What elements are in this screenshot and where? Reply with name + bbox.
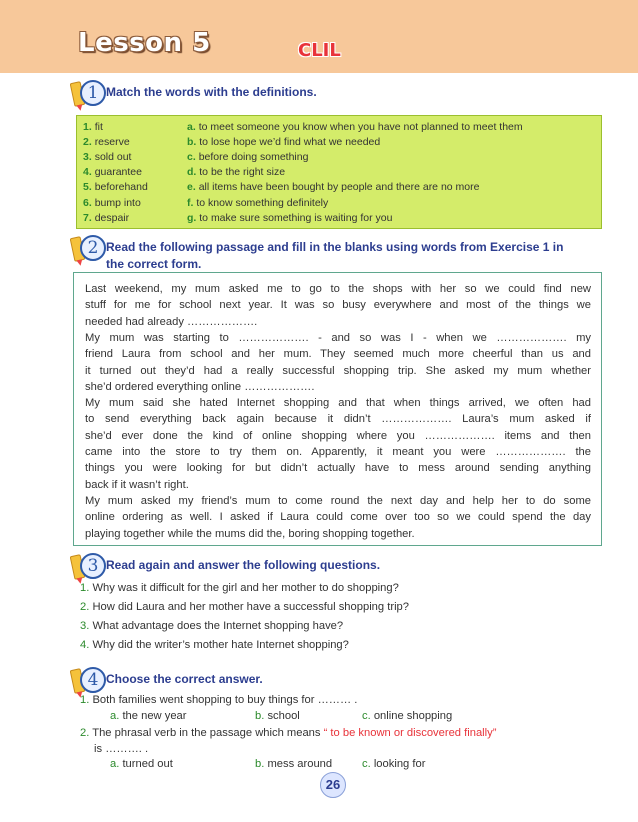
mcq-option[interactable]: a. turned out — [110, 758, 173, 770]
match-definition: g. to make sure something is waiting for you — [187, 211, 393, 224]
lesson-header — [0, 0, 638, 73]
passage-line: playing together while the mums did the, boring shopping together. — [85, 527, 415, 540]
pencil-number-icon: 3 — [70, 553, 106, 581]
pencil-number-icon: 1 — [70, 80, 106, 108]
passage-line: to send everything back again because it didn’t ………………. Laura’s mum asked if — [85, 413, 591, 426]
match-definition: c. before doing something — [187, 151, 309, 164]
exercise-3-heading — [70, 553, 380, 581]
passage-line: My mum asked my friend’s mum to come round the next day and help her to do some — [85, 494, 591, 507]
passage-line: stuff for me for school next year. It was so busy everywhere and most of the things we — [85, 299, 591, 312]
passage-line: she’d ordered everything online ………………. — [85, 380, 315, 393]
match-definition: a. to meet someone you know when you have not planned to meet them — [187, 121, 523, 133]
exercise-4-heading — [70, 667, 263, 695]
pencil-number-icon: 2 — [70, 235, 106, 263]
exercise-1-instruction: Match the words with the definitions. — [106, 85, 317, 99]
passage-line: My mum was starting to ………………. - and so was I - when we ………………. my — [85, 331, 591, 344]
mcq-option[interactable]: b. mess around — [255, 758, 333, 770]
passage-line: online ordering as well. I asked if Laura could come over too so we could spend the day — [85, 511, 591, 524]
exercise-2-heading — [70, 235, 563, 273]
passage-line: back if it wasn’t right. — [85, 478, 189, 491]
mcq-question-2: 2. The phrasal verb in the passage which means “ to be known or discovered finally” — [80, 727, 497, 739]
passage-line: needed had already ………………. — [85, 315, 258, 328]
mcq-question-1: 1. Both families went shopping to buy things for ……… . — [80, 694, 358, 706]
passage-line: she’d ever done the kind of online shopping where you ………………. items and then — [85, 429, 591, 442]
question-item: 4. Why did the writer’s mother hate Internet shopping? — [80, 639, 349, 651]
question-item: 3. What advantage does the Internet shopping have? — [80, 620, 344, 632]
lesson-title: Lesson 5 — [78, 28, 211, 58]
exercise-4-instruction: Choose the correct answer. — [106, 672, 263, 686]
match-definition: f. to know something definitely — [187, 196, 329, 209]
question-item: 2. How did Laura and her mother have a successful shopping trip? — [80, 601, 409, 613]
question-item: 1. Why was it difficult for the girl and her mother to do shopping? — [80, 582, 399, 594]
match-word: 2. reserve — [83, 136, 130, 149]
match-word: 6. bump into — [83, 196, 141, 209]
match-word: 7. despair — [83, 211, 130, 224]
passage-line: Last weekend, my mum asked me to go to the shops with her so we could find new — [85, 283, 591, 295]
mcq-option[interactable]: a. the new year — [110, 710, 187, 722]
match-definition: d. to be the right size — [187, 166, 286, 179]
passage-line: came into the store to try them on. Apparently, it meant you were ………………. the — [85, 446, 591, 458]
matching-box — [76, 115, 602, 229]
exercise-3-instruction: Read again and answer the following questions. — [106, 558, 381, 572]
mcq-option[interactable]: b. school — [255, 710, 300, 722]
match-definition: e. all items have been bought by people and there are no more — [187, 181, 480, 194]
passage-line: My mum said she hated Internet shopping and that when things arrived, we often had — [85, 397, 591, 410]
clil-tag: CLIL — [298, 40, 341, 61]
match-definition: b. to lose hope we’d find what we needed — [187, 136, 381, 149]
mcq-option[interactable]: c. looking for — [362, 758, 426, 770]
passage-line: it turned out they’d had a really successful shopping trip. She asked my mum whether — [85, 364, 591, 377]
match-word: 4. guarantee — [83, 166, 142, 179]
passage-line: things you were looking for but didn’t actually have to mess around sending anything — [85, 462, 591, 475]
exercise-2-instruction: Read the following passage and fill in the blanks using words from Exercise 1 in the correct form. — [106, 240, 564, 271]
pencil-number-icon: 4 — [70, 667, 106, 695]
mcq-question-2-cont: is ………. . — [94, 743, 149, 755]
passage-line: friend Laura from school and her mum. They seemed much more cheerful than us and — [85, 348, 591, 361]
match-word: 5. beforehand — [83, 181, 148, 194]
exercise-1-heading — [70, 80, 317, 108]
match-word: 3. sold out — [83, 151, 132, 164]
reading-passage — [73, 272, 602, 546]
page-number: 26 — [320, 772, 346, 798]
mcq-option[interactable]: c. online shopping — [362, 710, 453, 722]
match-word: 1. fit — [83, 121, 103, 133]
